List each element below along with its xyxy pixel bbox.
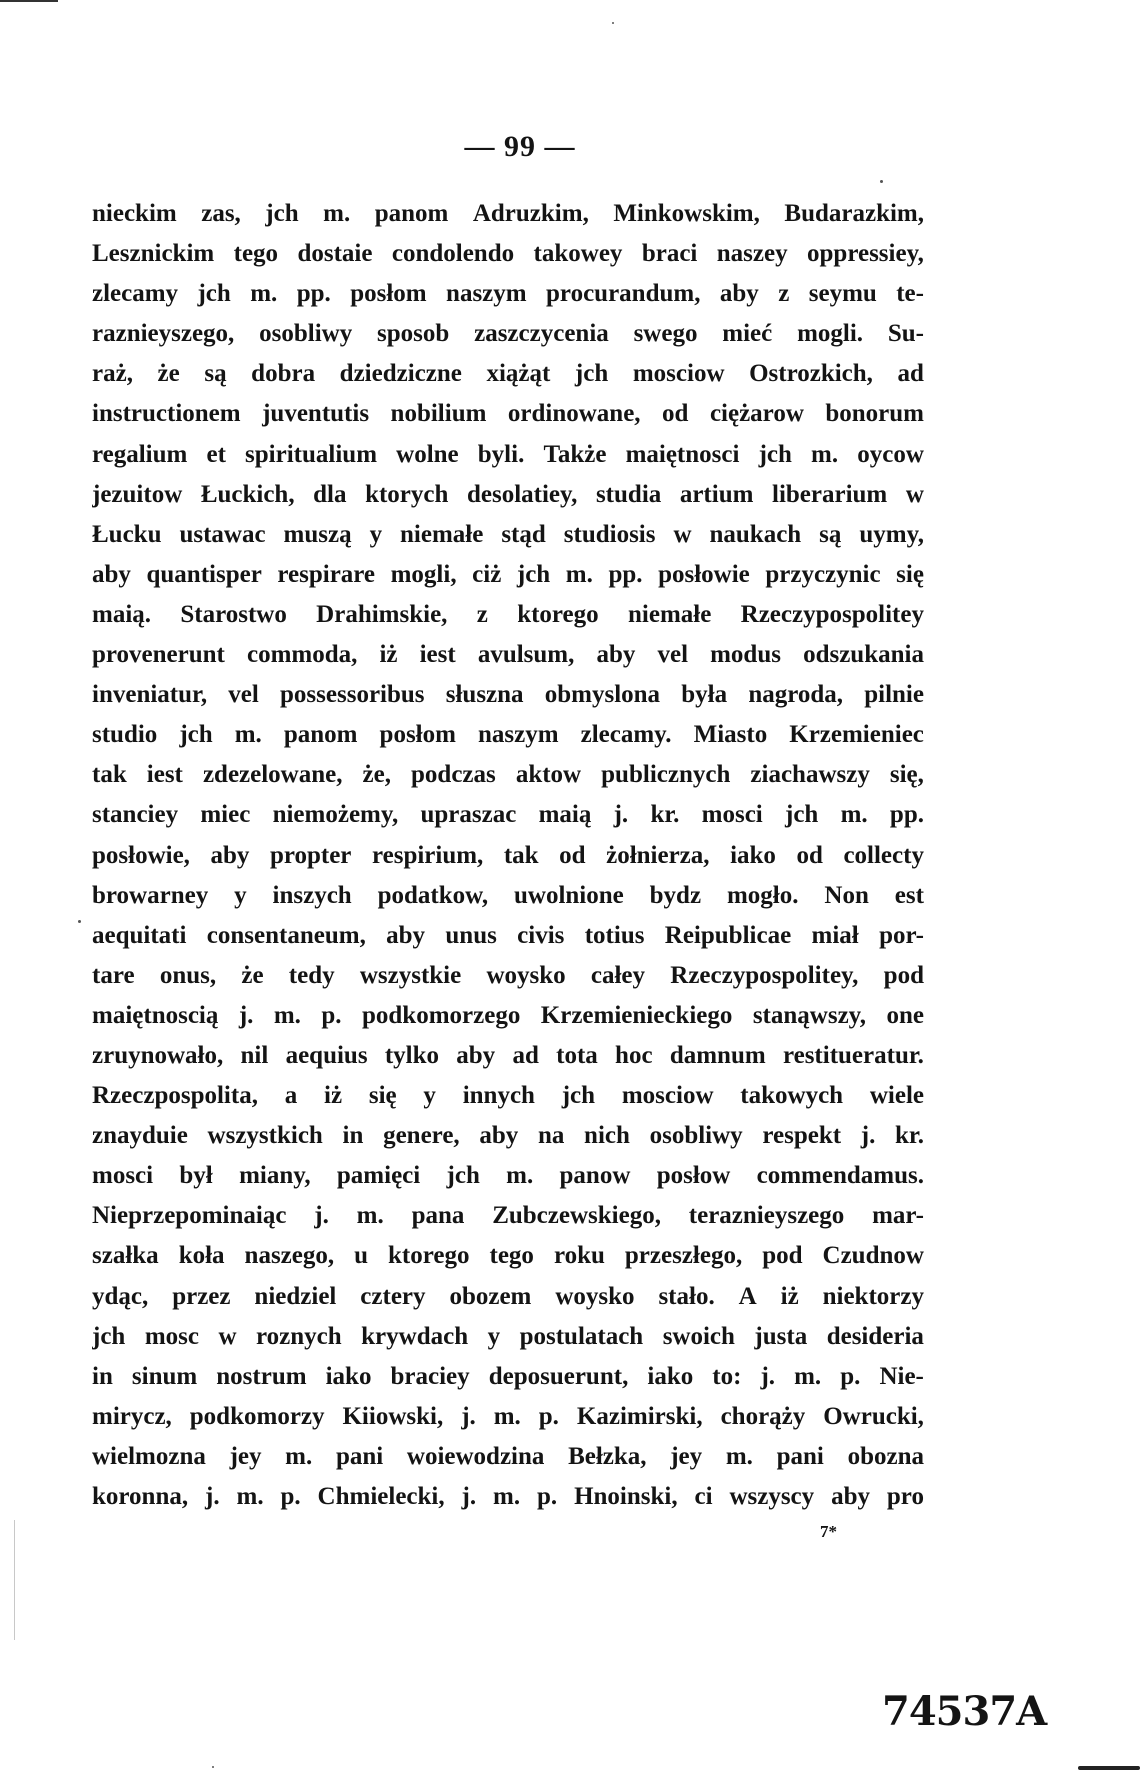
text-line: posłowie, aby propter respirium, tak od żołnierza, iako od collecty xyxy=(92,841,924,869)
signature-mark: 7* xyxy=(820,1522,837,1541)
text-line: jch mosc w roznych krywdach y postulatach swoich justa desideria xyxy=(92,1322,924,1350)
scan-speck xyxy=(880,180,883,183)
text-line: tare onus, że tedy wszystkie woysko całey Rzeczypospolitey, pod xyxy=(92,961,924,989)
text-line: Łucku ustawac muszą y niemałe stąd studiosis w naukach są uymy, xyxy=(92,520,924,548)
scan-speck xyxy=(78,920,81,923)
text-line: zlecamy jch m. pp. posłom naszym procurandum, aby z seymu te- xyxy=(92,280,924,308)
text-line: tak iest zdezelowane, że, podczas aktow publicznych ziachawszy się, xyxy=(92,761,924,789)
bottom-edge-mark xyxy=(1078,1766,1140,1770)
text-line: Nieprzepominaiąc j. m. pana Zubczewskiego, teraznieyszego mar- xyxy=(92,1202,924,1230)
scan-speck xyxy=(212,1766,214,1768)
text-line: stanciey miec niemożemy, upraszac maią j. kr. mosci jch m. pp. xyxy=(92,801,924,829)
text-line: szałka koła naszego, u ktorego tego roku przeszłego, pod Czudnow xyxy=(92,1242,924,1270)
scan-speck xyxy=(612,22,614,24)
text-line: Rzeczpospolita, a iż się y innych jch mosciow takowych wiele xyxy=(92,1082,924,1110)
body-text xyxy=(92,194,924,1517)
text-line: raznieyszego, osobliwy sposob zaszczycenia swego mieć mogli. Su- xyxy=(92,320,924,348)
text-line: koronna, j. m. p. Chmielecki, j. m. p. Hnoinski, ci wszyscy aby pro xyxy=(92,1483,924,1510)
text-line: mosci był miany, pamięci jch m. panow posłow commendamus. xyxy=(92,1162,924,1190)
text-line: nieckim zas, jch m. panom Adruzkim, Minkowskim, Budarazkim, xyxy=(92,200,924,227)
text-line: provenerunt commoda, iż iest avulsum, aby vel modus odszukania xyxy=(92,641,924,669)
text-line: zruynowało, nil aequius tylko aby ad tota hoc damnum restitueratur. xyxy=(92,1041,924,1069)
text-line: znayduie wszystkich in genere, aby na nich osobliwy respekt j. kr. xyxy=(92,1122,924,1150)
text-line: studio jch m. panom posłom naszym zlecamy. Miasto Krzemieniec xyxy=(92,721,924,749)
text-line: mirycz, podkomorzy Kiiowski, j. m. p. Kazimirski, chorąży Owrucki, xyxy=(92,1402,924,1430)
text-line: aby quantisper respirare mogli, ciż jch m. pp. posłowie przyczynic się xyxy=(92,560,924,588)
text-line: jezuitow Łuckich, dla ktorych desolatiey, studia artium liberarium w xyxy=(92,480,924,508)
text-line: inveniatur, vel possessoribus słuszna obmyslona była nagroda, pilnie xyxy=(92,681,924,709)
text-line: instructionem juventutis nobilium ordinowane, od ciężarow bonorum xyxy=(92,400,924,428)
library-stamp: 74537A xyxy=(882,1688,1047,1735)
text-line: ydąc, przez niedziel cztery obozem woysko stało. A iż niektorzy xyxy=(92,1282,924,1310)
text-line: raż, że są dobra dziedziczne xiążąt jch mosciow Ostrozkich, ad xyxy=(92,360,924,388)
text-line: maiętnoscią j. m. p. podkomorzego Krzemienieckiego stanąwszy, one xyxy=(92,1001,924,1029)
top-edge-rule xyxy=(0,0,58,2)
page-edge-line xyxy=(14,1520,15,1640)
text-line: maią. Starostwo Drahimskie, z ktorego niemałe Rzeczypospolitey xyxy=(92,600,924,628)
text-line: in sinum nostrum iako braciey deposuerunt, iako to: j. m. p. Nie- xyxy=(92,1362,924,1390)
text-line: wielmozna jey m. pani woiewodzina Bełzka, jey m. pani obozna xyxy=(92,1442,924,1470)
text-line: Lesznickim tego dostaie condolendo takowey braci naszey oppressiey, xyxy=(92,240,924,268)
page-number: — 99 — xyxy=(464,130,576,163)
text-line: aequitati consentaneum, aby unus civis totius Reipublicae miał por- xyxy=(92,921,924,949)
text-line: browarney y inszych podatkow, uwolnione bydz mogło. Non est xyxy=(92,881,924,909)
text-line: regalium et spiritualium wolne byli. Także maiętnosci jch m. oycow xyxy=(92,440,924,468)
